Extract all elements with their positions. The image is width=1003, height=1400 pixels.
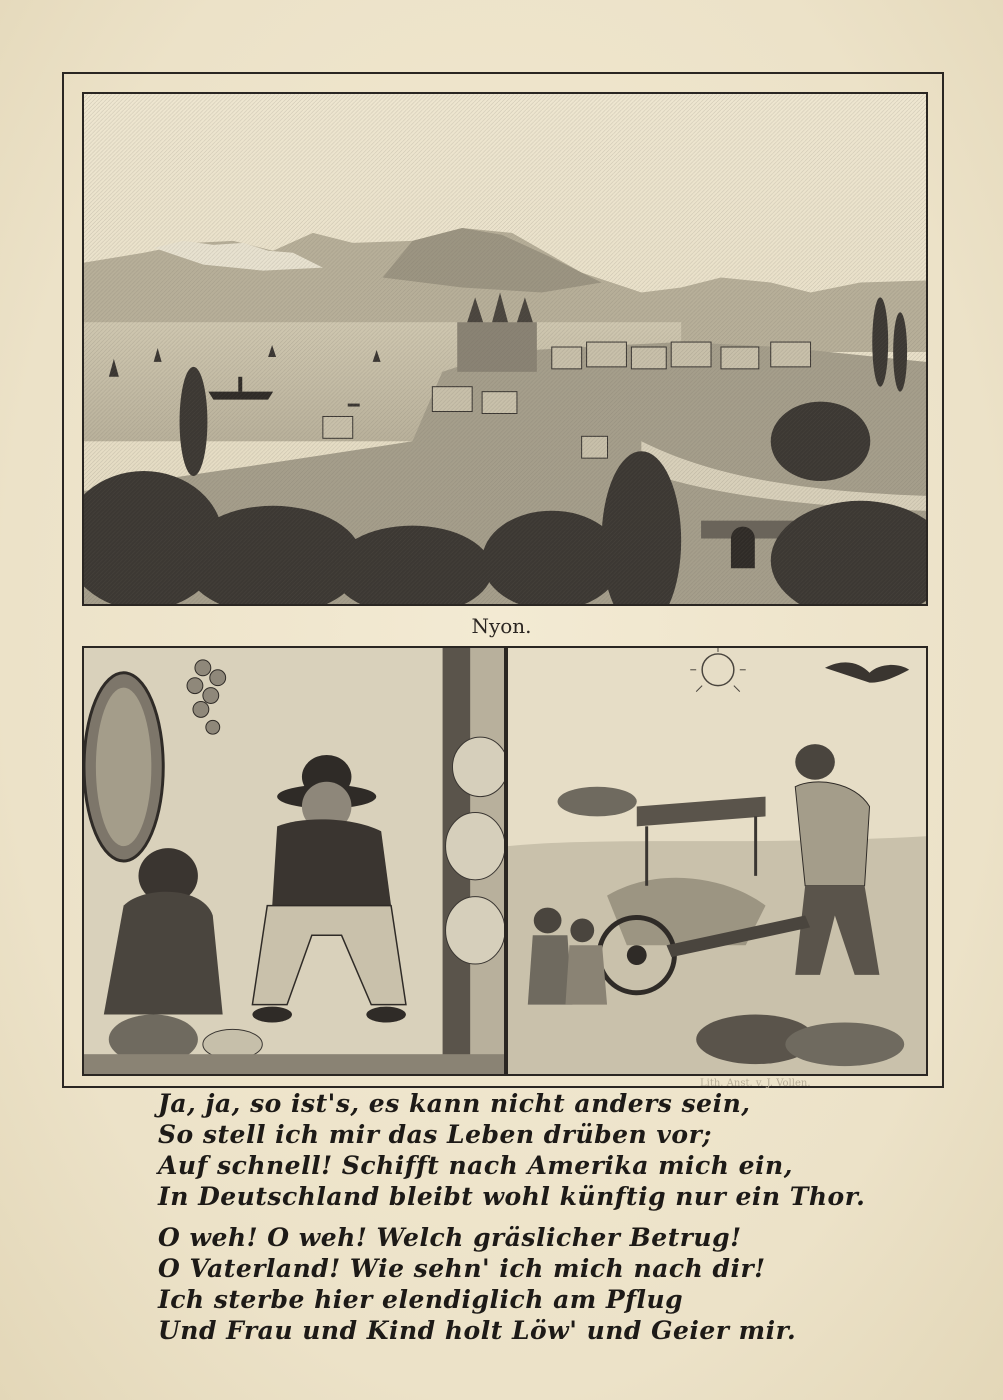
poem-line: So stell ich mir das Leben drüben vor; bbox=[158, 1120, 712, 1149]
poem-stanza-2 bbox=[158, 1222, 918, 1346]
poem-line: Und Frau und Kind holt Löw' und Geier mir. bbox=[158, 1316, 797, 1345]
poem-line: Ja, ja, so ist's, es kann nicht anders sein, bbox=[158, 1089, 751, 1118]
poem-line: Auf schnell! Schifft nach Amerika mich ein, bbox=[158, 1151, 793, 1180]
poem-stanza-1 bbox=[158, 1088, 918, 1212]
emigrant-idyll-drawing bbox=[84, 648, 504, 1074]
emigrant-hardship-drawing bbox=[508, 648, 926, 1074]
plate-caption: Nyon. bbox=[471, 614, 532, 638]
nyon-landscape-drawing bbox=[84, 94, 926, 604]
poem-line: Ich sterbe hier elendiglich am Pflug bbox=[158, 1285, 684, 1314]
nyon-landscape-illustration bbox=[82, 92, 928, 606]
poem-line: O weh! O weh! Welch gräslicher Betrug! bbox=[158, 1223, 742, 1252]
poem bbox=[158, 1088, 918, 1346]
emigrant-hardship-illustration bbox=[506, 646, 928, 1076]
poem-line: In Deutschland bleibt wohl künftig nur ein Thor. bbox=[158, 1182, 866, 1211]
poem-line: O Vaterland! Wie sehn' ich mich nach dir! bbox=[158, 1254, 766, 1283]
emigrant-idyll-illustration bbox=[82, 646, 506, 1076]
lithographer-imprint: Lith. Anst. v. J. Vollen. bbox=[700, 1078, 811, 1089]
